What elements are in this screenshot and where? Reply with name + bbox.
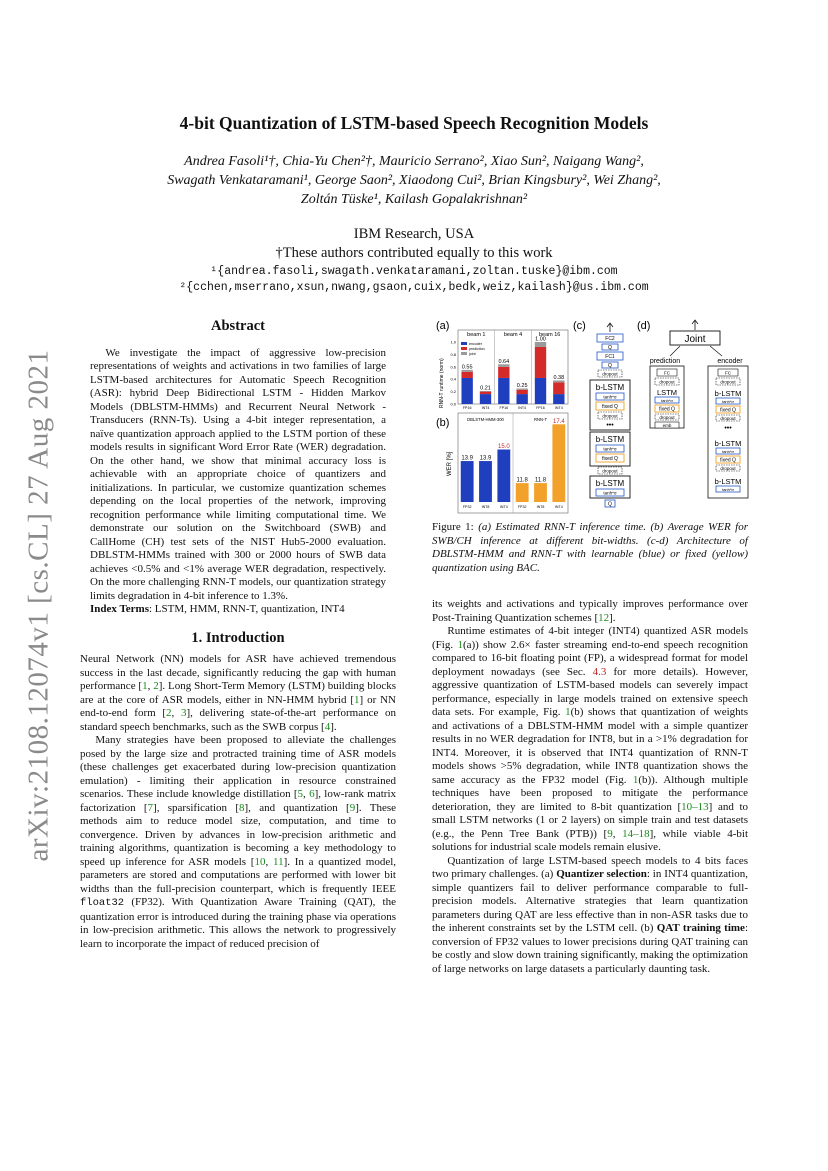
citation-link[interactable]: 2 <box>166 707 172 719</box>
rnnt-architecture-diagram <box>650 320 748 498</box>
y-tick-label: 1.0 <box>450 339 456 345</box>
fixed-quantizer-block: fixed Q <box>659 406 675 413</box>
figure-link[interactable]: 1 <box>632 773 639 786</box>
affiliation: IBM Research, USA <box>353 226 475 242</box>
blstm-block: b-LSTM <box>595 479 625 488</box>
panel-d-label: (d) <box>637 320 651 332</box>
legend-label: encoder <box>469 342 482 346</box>
blstm-block: b-LSTM <box>714 477 742 486</box>
author-line: Andrea Fasoli¹†, Chia-Yu Chen²†, Mauricio Serrano², Xiao Sun², Naigang Wang², <box>184 154 644 169</box>
bar <box>461 461 474 502</box>
paper-title: 4-bit Quantization of LSTM-based Speech Recognition Models <box>179 113 649 133</box>
author-list <box>80 152 748 209</box>
index-terms: Index Terms: LSTM, HMM, RNN-T, quantization, INT4 <box>90 603 345 615</box>
bar-segment-encoder <box>480 394 491 404</box>
group-label: RNN-T <box>533 417 548 422</box>
citation-link[interactable]: 9 <box>607 827 613 840</box>
quantizer-block: Q <box>608 501 612 508</box>
citation-link[interactable]: 5 <box>297 788 304 800</box>
right-paragraph-continued: its weights and activations and typically improves performance over Post-Training Quantization schemes [12]. <box>432 598 748 624</box>
group-label: beam 16 <box>538 332 561 338</box>
ellipsis: ••• <box>606 422 614 429</box>
data-label: 13.9 <box>461 455 474 462</box>
activation-block: tanh*σ <box>722 487 734 492</box>
quantizer-block: Q <box>608 363 612 369</box>
bar <box>479 461 492 502</box>
blstm-block: b-LSTM <box>595 435 625 444</box>
bar <box>497 450 510 503</box>
citation-link[interactable]: 8 <box>238 801 245 814</box>
lstm-block: LSTM <box>656 388 678 397</box>
dropout-block: dropout <box>659 415 675 420</box>
data-label: 17.4 <box>552 418 565 425</box>
activation-block: tanh*σ <box>661 398 673 403</box>
dropout-block: dropout <box>659 379 675 385</box>
data-label: 0.55 <box>461 364 473 371</box>
x-tick-label: FP16 <box>462 406 472 410</box>
data-label: 11.8 <box>534 477 547 484</box>
author-line: Swagath Venkataramani¹, George Saon², Xiaodong Cui², Brian Kingsbury², Wei Zhang², <box>167 173 661 188</box>
data-label: 11.8 <box>516 477 528 484</box>
bar-segment-prediction <box>535 347 546 378</box>
abstract-body <box>80 347 396 617</box>
blstm-block: b-LSTM <box>714 439 742 448</box>
fc-block: FC <box>664 370 670 376</box>
bar-segment-encoder <box>535 378 546 404</box>
bar <box>534 483 547 502</box>
x-tick-label: INT4 <box>499 505 508 509</box>
intro-paragraph-2: Many strategies have been proposed to alleviate the challenges posed by the large size and protracted training time of ASR models (these challenges get exacerbated during low-precision quantization emulation) - limiting their application in resource constrained scenarios. These include knowledge distillation [5, 6], low-rank matrix factorization [7], sparsification [8], and quantization [9]. These methods aim to reduce model size, computation, and time to convergence. Driven by advances in low-precision arithmetic and training algorithms, quantization is becoming a key methodology to speed up inference for ASR models [10, 11]. In a quantized model, parameters are stored and computations are performed with lower bit widths than the full-precision counterpart, which is frequently IEEE float32 (FP32). With Quantization Aware Training (QAT), the quantization error is introduced during the training phase via operations in low-precision arithmetic. This allows the network to progressively learn to incorporate the impact of reduced precision of <box>80 734 397 950</box>
y-axis-label: WER [%] <box>447 451 453 476</box>
bar-segment-prediction <box>553 382 564 394</box>
bar-segment-encoder <box>553 394 564 404</box>
data-label: 0.64 <box>498 358 510 365</box>
activation-block: tanh*σ <box>722 449 734 454</box>
y-tick-label: 0.0 <box>450 401 456 407</box>
dropout-block: dropout <box>720 416 736 421</box>
fixed-quantizer-block: fixed Q <box>602 456 618 462</box>
fixed-quantizer-block: fixed Q <box>720 407 736 414</box>
x-tick-label: FP16 <box>536 406 545 410</box>
bar-segment-prediction <box>498 367 509 378</box>
activation-block: tanh*σ <box>722 399 734 404</box>
y-tick-label: 0.6 <box>450 364 456 370</box>
embedding-block: emb <box>662 423 672 428</box>
legend-swatch <box>461 347 467 350</box>
citation-link[interactable]: 10 <box>254 855 266 868</box>
encoder-label: encoder <box>717 358 743 365</box>
author-line: Zoltán Tüske¹, Kailash Gopalakrishnan² <box>300 192 528 207</box>
x-tick-label: FP16 <box>499 406 509 410</box>
dblstm-architecture-diagram <box>590 323 630 508</box>
fc2-block: FC2 <box>605 336 615 342</box>
abstract-text: We investigate the impact of aggressive low-precision representations of weights and activations in two families of large LSTM-based architectures for Automatic Speech Recognition (ASR): hybrid Deep Bidirectional LSTM - Hidden Markov Models (DBLSTM-HMMs) and Recurrent Neural Network - Transducers (RNN-Ts). Using a 4-bit integer representation, a naïve quantization approach applied to the LSTM portion of these models results in significant Word Error Rate (WER) degradation. On the other hand, we show that minimal accuracy loss is achievable with an appropriate choice of quantizers and initializations. In particular, we customize quantization schemes depending on the local properties of the network, improving recognition performance while limiting computational time. We demonstrate our solution on the Switchboard (SWB) and CallHome (CH) test sets of the NIST Hub5-2000 evaluation. DBLSTM-HMMs trained with 300 or 2000 hours of SWB data achieves <0.5% and <1% average WER degradation, respectively. On the more challenging RNN-T models, our quantization strategy limits degradation in 4-bit inference to 1.3%. <box>90 346 386 602</box>
fixed-quantizer-block: fixed Q <box>602 404 618 410</box>
group-label: beam 1 <box>467 332 486 338</box>
right-column <box>432 598 748 976</box>
legend-label: prediction <box>469 347 485 351</box>
prediction-label: prediction <box>649 358 681 365</box>
bar-segment-encoder <box>498 378 509 404</box>
citation-link[interactable]: 3 <box>180 707 187 719</box>
intro-paragraph-1: Neural Network (NN) models for ASR have achieved tremendous success in the last decade, significantly reducing the gap with human performance [1, 2]. Long Short-Term Memory (LSTM) building blocks are at the core of ASR models, either in NN-HMM hybrid [1] or NN end-to-end form [2, 3], delivering state-of-the-art performance on standard speech benchmarks, such as the SWB corpus [4]. <box>80 653 397 733</box>
group-label: beam 4 <box>503 332 523 338</box>
activation-block: tanh*σ <box>603 446 617 452</box>
citation-link[interactable]: 7 <box>147 801 154 814</box>
citation-link[interactable]: 10–13 <box>681 800 709 813</box>
data-label: 0.21 <box>480 385 491 392</box>
section-link[interactable]: 4.3 <box>592 665 607 678</box>
email-line: ¹{andrea.fasoli,swagath.venkataramani,zoltan.tuske}@ibm.com <box>210 265 618 278</box>
y-tick-label: 0.2 <box>450 389 456 395</box>
group-label: DBLSTM-HMM-300 <box>467 417 504 422</box>
runtime-chart <box>439 330 568 410</box>
x-tick-label: INT8 <box>536 505 545 509</box>
citation-link[interactable]: 9 <box>349 801 356 814</box>
x-tick-label: INT4 <box>481 406 490 410</box>
citation-link[interactable]: 4 <box>324 720 331 733</box>
bar-segment-encoder <box>516 394 527 404</box>
x-tick-label: INT4 <box>554 505 563 509</box>
blstm-block: b-LSTM <box>714 389 742 398</box>
legend-swatch <box>461 352 467 355</box>
citation-link[interactable]: 1 <box>142 680 148 692</box>
bar-segment-prediction <box>480 392 491 394</box>
x-tick-label: INT4 <box>518 406 527 410</box>
activation-block: tanh*σ <box>603 394 617 400</box>
abstract-heading: Abstract <box>211 318 265 334</box>
affiliation-block <box>80 225 748 263</box>
panel-a-label: (a) <box>436 320 450 332</box>
citation-link[interactable]: 14–18 <box>622 827 650 840</box>
citation-link[interactable]: 12 <box>598 611 610 624</box>
fixed-quantizer-block: fixed Q <box>720 457 736 464</box>
intro-heading: 1. Introduction <box>191 629 285 646</box>
x-tick-label: FP32 <box>462 505 472 509</box>
blstm-block: b-LSTM <box>595 383 625 392</box>
data-label: 0.38 <box>553 374 565 381</box>
legend-label: joint <box>469 352 476 356</box>
arxiv-id: arXiv:2108.12074v1 [cs.CL] 27 Aug 2021 <box>22 349 55 861</box>
x-tick-label: FP32 <box>517 505 527 509</box>
left-column <box>80 320 396 951</box>
bar-segment-joint <box>535 342 546 347</box>
x-tick-label: INT4 <box>554 406 563 410</box>
y-axis-label: RNN-T runtime (norm) <box>439 358 445 408</box>
dropout-block: dropout <box>602 468 618 474</box>
bar-segment-prediction <box>516 390 527 394</box>
dropout-block: dropout <box>720 379 736 385</box>
citation-link[interactable]: 2 <box>153 680 159 692</box>
arxiv-stamp <box>14 349 64 861</box>
citation-link[interactable]: 1 <box>354 693 360 706</box>
citation-link[interactable]: 6 <box>309 788 315 800</box>
data-label: 1.00 <box>535 336 546 343</box>
x-tick-label: INT8 <box>481 505 490 509</box>
figure-1 <box>430 318 750 518</box>
data-label: 15.0 <box>497 444 510 450</box>
dropout-block: dropout <box>602 371 618 377</box>
figure-link[interactable]: 1 <box>457 638 463 651</box>
email-block <box>80 264 748 296</box>
fc-block: FC <box>725 370 731 376</box>
joint-block: Joint <box>684 334 706 345</box>
citation-link[interactable]: 11 <box>272 855 284 868</box>
activation-block: tanh*σ <box>603 490 617 496</box>
fc1-block: FC1 <box>605 354 615 360</box>
y-tick-label: 0.8 <box>450 351 456 357</box>
dropout-block: dropout <box>602 413 618 419</box>
data-label: 13.9 <box>479 455 492 462</box>
bar <box>516 483 529 502</box>
panel-b-label: (b) <box>436 417 450 429</box>
right-paragraph-3: Runtime estimates of 4-bit integer (INT4) quantized ASR models (Fig. 1(a)) show 2.6× faster streaming end-to-end speech recognition compared to 16-bit floating point (FP), a widespread format for model deployment nowadays (see Sec. 4.3 for more details). However, aggressive quantization of LSTM-based models can severely impact performance, especially in large models trained on extensive speech data sets. For example, Fig. 1(b) shows that quantization of weights and activations of a DBLSTM-HMM model with a simple quantizer results in no WER degradation for INT8, but in a >1% degradation for INT4. Moreover, it is observed that INT4 quantization of RNN-T models shows >5% degradation, while INT8 quantization shows the same accuracy as the FP32 model (Fig. 1(b)). Although multiple techniques have been proposed to mitigate the performance deterioration, they are limited to 8-bit quantization [10–13] and to small LSTM networks (1 or 2 layers) on simple train and test datasets (e.g., the Penn Tree Bank (PTB)) [9, 14–18], while viable 4-bit solutions for industrial scale models remain elusive. <box>432 625 749 853</box>
wer-chart <box>447 413 568 513</box>
y-tick-label: 0.4 <box>450 376 456 382</box>
data-label: 0.25 <box>516 383 528 389</box>
panel-c-label: (c) <box>573 320 586 332</box>
legend-swatch <box>461 342 467 345</box>
figure-link[interactable]: 1 <box>565 706 571 718</box>
figure-caption: Figure 1: (a) Estimated RNN-T inference time. (b) Average WER for SWB/CH inference at different bit-widths. (c-d) Architecture of DBLSTM-HMM and RNN-T with learnable (blue) or fixed (yellow) quantization using BAC. <box>432 521 748 574</box>
bar-segment-prediction <box>461 372 472 378</box>
quantizer-block: Q <box>608 345 612 351</box>
bar-segment-encoder <box>461 378 472 404</box>
equal-contribution-note: †These authors contributed equally to this work <box>275 245 553 261</box>
right-paragraph-4: Quantization of large LSTM-based speech models to 4 bits faces two primary challenges. (a) Quantizer selection: in INT4 quantization, simple quantizers fail to deliver performance comparable to full-precision models. Alternative strategies that learn quantization parameters during QAT are less effective than in non-ASR tasks due to the inherent constraints set by the LSTM cell. (b) QAT training time: conversion of FP32 values to lower precisions during QAT training can be costly and slow down training significantly, making the optimization of large networks on large datasets a particularly daunting task. <box>432 854 749 975</box>
email-line: ²{cchen,mserrano,xsun,nwang,gsaon,cuix,bedk,weiz,kailash}@us.ibm.com <box>179 281 649 294</box>
bar <box>552 424 565 502</box>
ellipsis: ••• <box>724 425 732 432</box>
dropout-block: dropout <box>720 466 736 471</box>
